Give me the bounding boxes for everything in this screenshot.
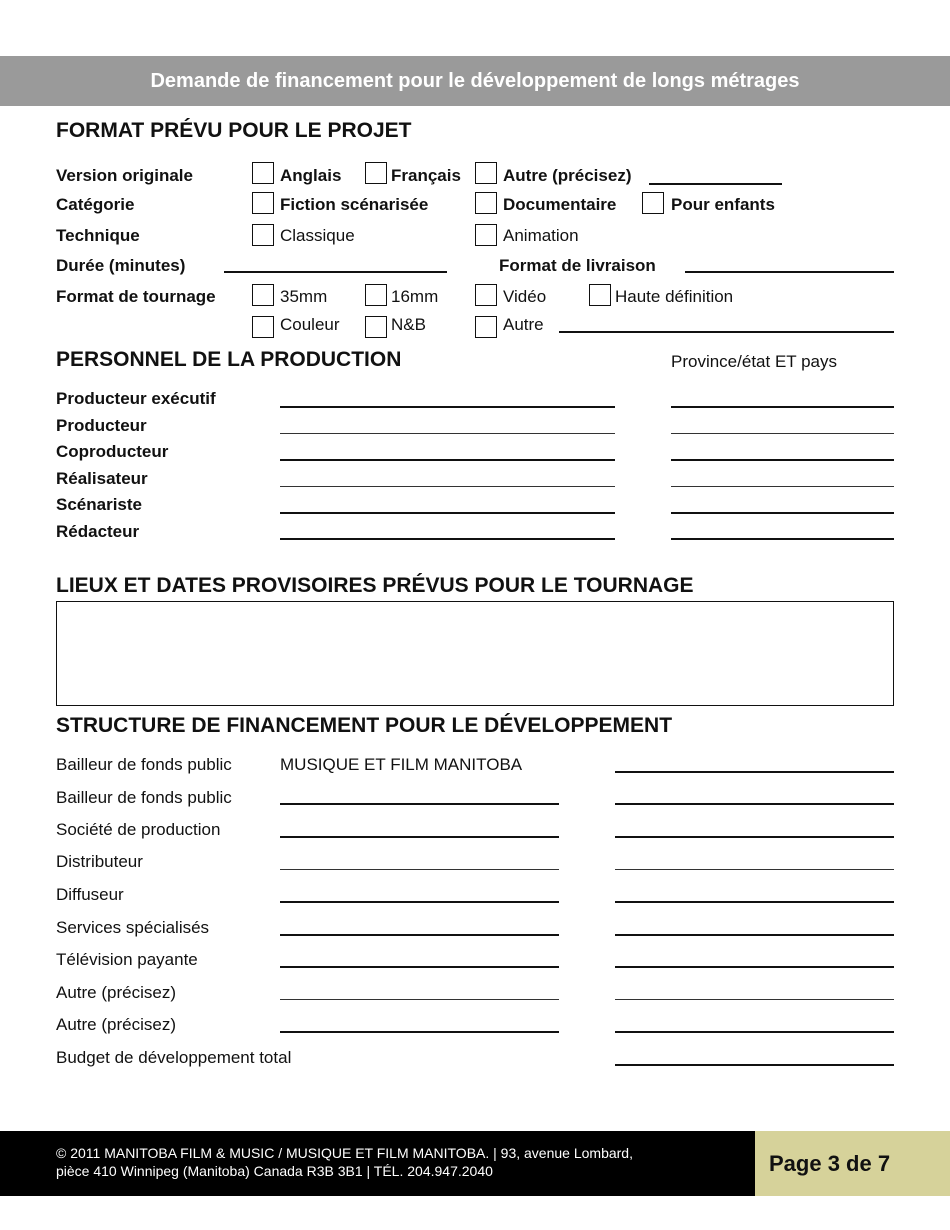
35mm-checkbox[interactable] — [252, 284, 274, 306]
footer-copyright — [0, 1131, 755, 1196]
autre-format-field[interactable] — [559, 331, 894, 333]
role-province-field[interactable] — [671, 406, 894, 408]
delivery-field[interactable] — [685, 271, 894, 273]
couleur-checkbox[interactable] — [252, 316, 274, 338]
classique-label: Classique — [280, 226, 355, 245]
hd-label: Haute définition — [615, 287, 734, 306]
role-label: Coproducteur — [56, 442, 169, 461]
financing-amount-field[interactable] — [615, 869, 894, 870]
financing-amount-field[interactable] — [615, 934, 894, 936]
financing-amount-field[interactable] — [615, 966, 894, 968]
financing-amount-field[interactable] — [615, 1031, 894, 1033]
role-label: Rédacteur — [56, 522, 140, 541]
financing-row-label: Bailleur de fonds public — [56, 788, 232, 807]
financing-source-field[interactable] — [280, 836, 559, 838]
financing-source-field[interactable] — [280, 869, 559, 870]
role-province-field[interactable] — [671, 538, 894, 540]
financing-row-label: Société de production — [56, 820, 221, 839]
footer-line-1: © 2011 MANITOBA FILM & MUSIC / MUSIQUE ET FILM MANITOBA. | 93, avenue Lombard, — [56, 1145, 633, 1161]
financing-amount-field[interactable] — [615, 836, 894, 838]
classique-checkbox[interactable] — [252, 224, 274, 246]
financing-source-field[interactable] — [280, 1031, 559, 1033]
enfants-checkbox[interactable] — [642, 192, 664, 214]
couleur-label: Couleur — [280, 315, 340, 334]
role-province-field[interactable] — [671, 486, 894, 487]
version-label: Version originale — [56, 166, 193, 185]
anglais-checkbox[interactable] — [252, 162, 274, 184]
page-indicator: Page 3 de 7 — [755, 1131, 950, 1196]
financing-row-label: Télévision payante — [56, 950, 198, 969]
financing-source-field[interactable] — [280, 901, 559, 903]
autre-version-label: Autre (précisez) — [503, 166, 632, 185]
autre-format-checkbox[interactable] — [475, 316, 497, 338]
anglais-label: Anglais — [280, 166, 342, 185]
role-label: Producteur — [56, 416, 147, 435]
shooting-label: Format de tournage — [56, 287, 216, 306]
francais-checkbox[interactable] — [365, 162, 387, 184]
duration-label: Durée (minutes) — [56, 256, 186, 275]
nb-checkbox[interactable] — [365, 316, 387, 338]
documentaire-checkbox[interactable] — [475, 192, 497, 214]
role-name-field[interactable] — [280, 486, 615, 487]
video-label: Vidéo — [503, 287, 547, 306]
fiction-label: Fiction scénarisée — [280, 195, 429, 214]
financing-source-field[interactable] — [280, 966, 559, 968]
financing-row-label: Distributeur — [56, 852, 143, 871]
financing-amount-field[interactable] — [615, 771, 894, 773]
role-name-field[interactable] — [280, 406, 615, 408]
province-header: Province/état ET pays — [671, 352, 837, 371]
role-province-field[interactable] — [671, 433, 894, 434]
financing-row-label: Services spécialisés — [56, 918, 210, 937]
nb-label: N&B — [391, 315, 426, 334]
animation-checkbox[interactable] — [475, 224, 497, 246]
16mm-label: 16mm — [391, 287, 439, 306]
financing-source-field[interactable] — [280, 934, 559, 936]
role-label: Scénariste — [56, 495, 142, 514]
financing-amount-field[interactable] — [615, 901, 894, 903]
financing-row-label: Bailleur de fonds public — [56, 755, 232, 774]
financing-amount-field[interactable] — [615, 999, 894, 1000]
financing-row-label: Autre (précisez) — [56, 1015, 176, 1034]
footer-line-2: pièce 410 Winnipeg (Manitoba) Canada R3B 3B1 | TÉL. 204.947.2040 — [56, 1163, 493, 1179]
role-name-field[interactable] — [280, 459, 615, 461]
financing-source-field[interactable] — [280, 999, 559, 1000]
delivery-label: Format de livraison — [499, 256, 656, 275]
financing-total-label: Budget de développement total — [56, 1048, 292, 1067]
autre-format-label: Autre — [503, 315, 544, 334]
autre-version-checkbox[interactable] — [475, 162, 497, 184]
personnel-section-title: PERSONNEL DE LA PRODUCTION — [56, 348, 402, 371]
role-label: Réalisateur — [56, 469, 148, 488]
enfants-label: Pour enfants — [671, 195, 775, 214]
locations-text-area[interactable] — [56, 601, 894, 706]
video-checkbox[interactable] — [475, 284, 497, 306]
financing-section-title: STRUCTURE DE FINANCEMENT POUR LE DÉVELOPPEMENT — [56, 714, 673, 737]
role-province-field[interactable] — [671, 512, 894, 514]
role-label: Producteur exécutif — [56, 389, 216, 408]
role-name-field[interactable] — [280, 512, 615, 514]
fiction-checkbox[interactable] — [252, 192, 274, 214]
documentaire-label: Documentaire — [503, 195, 617, 214]
financing-source-field[interactable] — [280, 803, 559, 805]
financing-total-field[interactable] — [615, 1064, 894, 1066]
35mm-label: 35mm — [280, 287, 328, 306]
francais-label: Français — [391, 166, 461, 185]
autre-version-field[interactable] — [649, 183, 782, 185]
locations-section-title: LIEUX ET DATES PROVISOIRES PRÉVUS POUR LE TOURNAGE — [56, 574, 694, 597]
financing-source-value: MUSIQUE ET FILM MANITOBA — [280, 755, 523, 774]
duration-field[interactable] — [224, 271, 447, 273]
category-label: Catégorie — [56, 195, 135, 214]
hd-checkbox[interactable] — [589, 284, 611, 306]
role-name-field[interactable] — [280, 538, 615, 540]
16mm-checkbox[interactable] — [365, 284, 387, 306]
financing-row-label: Diffuseur — [56, 885, 124, 904]
role-province-field[interactable] — [671, 459, 894, 461]
technique-label: Technique — [56, 226, 140, 245]
financing-row-label: Autre (précisez) — [56, 983, 176, 1002]
role-name-field[interactable] — [280, 433, 615, 434]
financing-amount-field[interactable] — [615, 803, 894, 805]
animation-label: Animation — [503, 226, 579, 245]
form-header-title: Demande de financement pour le développement de longs métrages — [0, 56, 950, 106]
format-section-title: FORMAT PRÉVU POUR LE PROJET — [56, 119, 412, 142]
